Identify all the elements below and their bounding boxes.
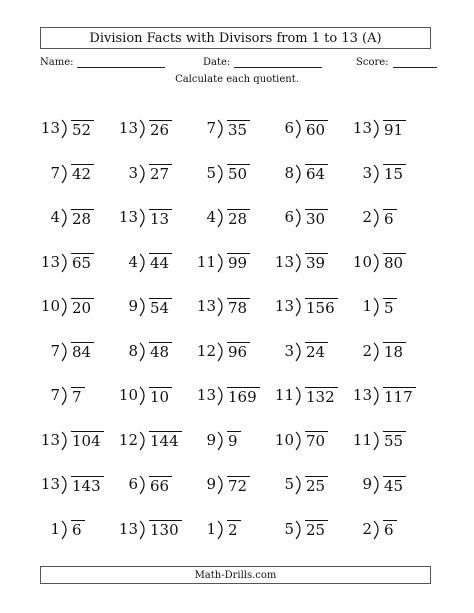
division-problem (190, 117, 250, 139)
division-bracket-icon (139, 207, 149, 227)
division-bracket-icon (373, 474, 383, 494)
division-problem (34, 295, 94, 317)
division-bracket-icon (139, 163, 149, 183)
division-problem (34, 206, 94, 228)
dividend: 80 (383, 253, 406, 272)
divisor: 9 (362, 475, 372, 493)
dividend: 72 (227, 476, 250, 495)
division-bracket-icon (295, 252, 305, 272)
division-problem (112, 518, 182, 540)
dividend: 132 (305, 387, 338, 406)
dividend: 54 (149, 298, 172, 317)
division-problem (346, 162, 406, 184)
divisor: 13 (40, 252, 60, 271)
divisor: 5 (284, 519, 294, 538)
dividend: 50 (227, 164, 250, 183)
divisor: 10 (274, 430, 294, 449)
division-bracket-icon (373, 341, 383, 361)
divisor: 13 (118, 119, 138, 137)
division-problem (112, 384, 172, 406)
dividend: 15 (383, 164, 406, 183)
instructions: Calculate each quotient. (175, 74, 299, 85)
score-label: Score: (356, 57, 389, 68)
division-problem (346, 473, 406, 495)
divisor: 13 (118, 208, 138, 226)
division-bracket-icon (373, 207, 383, 227)
dividend: 44 (149, 253, 172, 272)
division-bracket-icon (217, 118, 227, 138)
dividend: 42 (71, 164, 94, 183)
footer-box (40, 566, 431, 584)
divisor: 13 (40, 475, 60, 493)
divisor: 13 (196, 386, 216, 404)
division-bracket-icon (295, 118, 305, 138)
dividend: 66 (149, 476, 172, 495)
divisor: 11 (196, 252, 216, 271)
divisor: 2 (362, 519, 372, 538)
dividend: 28 (71, 209, 94, 228)
dividend: 144 (149, 431, 182, 450)
dividend: 20 (71, 298, 94, 317)
divisor: 6 (284, 208, 294, 226)
division-bracket-icon (373, 430, 383, 450)
dividend: 70 (305, 431, 328, 450)
division-problem (268, 295, 338, 317)
division-problem (268, 384, 338, 406)
division-problem (190, 384, 260, 406)
division-problem (34, 162, 94, 184)
divisor: 9 (206, 475, 216, 493)
division-bracket-icon (217, 430, 227, 450)
divisor: 4 (206, 208, 216, 226)
dividend: 60 (305, 120, 328, 139)
dividend: 25 (305, 520, 328, 539)
divisor: 8 (128, 341, 138, 360)
division-bracket-icon (139, 118, 149, 138)
division-bracket-icon (61, 163, 71, 183)
division-bracket-icon (139, 252, 149, 272)
divisor: 12 (118, 430, 138, 449)
division-problem (34, 473, 104, 495)
division-bracket-icon (139, 341, 149, 361)
dividend: 6 (71, 520, 85, 539)
division-problem (112, 295, 172, 317)
divisor: 13 (40, 430, 60, 449)
division-problem (346, 206, 397, 228)
division-problem (112, 251, 172, 273)
divisor: 8 (284, 163, 294, 182)
dividend: 2 (227, 520, 241, 539)
division-problem (190, 251, 250, 273)
divisor: 1 (50, 519, 60, 538)
division-bracket-icon (61, 296, 71, 316)
dividend: 28 (227, 209, 250, 228)
divisor: 3 (128, 163, 138, 182)
name-label: Name: (40, 57, 74, 68)
division-problem (190, 473, 250, 495)
division-bracket-icon (61, 385, 71, 405)
division-bracket-icon (61, 118, 71, 138)
dividend: 7 (71, 387, 85, 406)
divisor: 13 (274, 297, 294, 315)
divisor: 13 (352, 119, 372, 137)
dividend: 30 (305, 209, 328, 228)
division-problem (112, 117, 172, 139)
dividend: 24 (305, 342, 328, 361)
divisor: 2 (362, 341, 372, 360)
divisor: 9 (206, 430, 216, 449)
dividend: 169 (227, 387, 260, 406)
dividend: 52 (71, 120, 94, 139)
dividend: 55 (383, 431, 406, 450)
divisor: 6 (128, 475, 138, 493)
division-bracket-icon (295, 163, 305, 183)
division-problem (190, 206, 250, 228)
division-bracket-icon (295, 296, 305, 316)
divisor: 10 (40, 297, 60, 315)
division-problem (268, 206, 328, 228)
divisor: 7 (206, 119, 216, 137)
division-bracket-icon (139, 385, 149, 405)
division-problem (34, 251, 94, 273)
division-bracket-icon (61, 519, 71, 539)
divisor: 1 (206, 519, 216, 538)
dividend: 99 (227, 253, 250, 272)
division-bracket-icon (217, 341, 227, 361)
division-problem (268, 429, 328, 451)
division-problem (268, 117, 328, 139)
dividend: 45 (383, 476, 406, 495)
divisor: 13 (196, 297, 216, 315)
divisor: 5 (206, 163, 216, 182)
division-bracket-icon (61, 474, 71, 494)
division-bracket-icon (373, 385, 383, 405)
division-problem (112, 206, 172, 228)
division-bracket-icon (217, 474, 227, 494)
division-bracket-icon (373, 519, 383, 539)
division-bracket-icon (61, 430, 71, 450)
divisor: 3 (284, 341, 294, 360)
dividend: 117 (383, 387, 416, 406)
divisor: 1 (362, 297, 372, 315)
division-bracket-icon (373, 118, 383, 138)
divisor: 7 (50, 341, 60, 360)
division-problem (112, 340, 172, 362)
dividend: 96 (227, 342, 250, 361)
worksheet-title: Division Facts with Divisors from 1 to 13 (A) (89, 30, 382, 46)
division-problem (346, 518, 397, 540)
divisor: 3 (362, 163, 372, 182)
division-problem (190, 429, 241, 451)
division-problem (268, 162, 328, 184)
division-bracket-icon (373, 252, 383, 272)
footer-text: Math-Drills.com (194, 569, 277, 581)
division-problem (268, 251, 328, 273)
division-bracket-icon (217, 296, 227, 316)
division-problem (346, 251, 406, 273)
division-problem (112, 429, 182, 451)
division-bracket-icon (139, 430, 149, 450)
date-label: Date: (203, 57, 231, 68)
division-problem (190, 340, 250, 362)
dividend: 5 (383, 298, 397, 317)
division-bracket-icon (217, 207, 227, 227)
divisor: 2 (362, 208, 372, 226)
divisor: 10 (352, 252, 372, 271)
division-problem (346, 429, 406, 451)
dividend: 18 (383, 342, 406, 361)
division-problem (34, 429, 104, 451)
division-problem (190, 518, 241, 540)
division-problem (346, 117, 406, 139)
dividend: 91 (383, 120, 406, 139)
division-problem (112, 162, 172, 184)
division-bracket-icon (217, 252, 227, 272)
division-problem (190, 162, 250, 184)
divisor: 11 (352, 430, 372, 449)
dividend: 64 (305, 164, 328, 183)
dividend: 78 (227, 298, 250, 317)
dividend: 26 (149, 120, 172, 139)
divisor: 9 (128, 297, 138, 315)
dividend: 39 (305, 253, 328, 272)
division-problem (34, 518, 85, 540)
division-bracket-icon (217, 385, 227, 405)
dividend: 27 (149, 164, 172, 183)
division-bracket-icon (139, 296, 149, 316)
dividend: 6 (383, 209, 397, 228)
dividend: 143 (71, 476, 104, 495)
division-bracket-icon (61, 252, 71, 272)
divisor: 4 (50, 208, 60, 226)
dividend: 6 (383, 520, 397, 539)
division-bracket-icon (295, 385, 305, 405)
divisor: 5 (284, 475, 294, 493)
dividend: 9 (227, 431, 241, 450)
dividend: 35 (227, 120, 250, 139)
dividend: 156 (305, 298, 338, 317)
division-problem (34, 340, 94, 362)
divisor: 4 (128, 252, 138, 271)
dividend: 13 (149, 209, 172, 228)
division-bracket-icon (373, 296, 383, 316)
division-problem (190, 295, 250, 317)
division-problem (112, 473, 172, 495)
divisor: 13 (352, 386, 372, 404)
division-problem (346, 340, 406, 362)
divisor: 13 (40, 119, 60, 137)
dividend: 10 (149, 387, 172, 406)
division-bracket-icon (295, 341, 305, 361)
divisor: 13 (274, 252, 294, 271)
division-problem (268, 518, 328, 540)
division-bracket-icon (295, 474, 305, 494)
dividend: 25 (305, 476, 328, 495)
divisor: 12 (196, 341, 216, 360)
divisor: 11 (274, 386, 294, 404)
division-bracket-icon (373, 163, 383, 183)
division-bracket-icon (61, 207, 71, 227)
division-problem (34, 384, 85, 406)
divisor: 6 (284, 119, 294, 137)
division-bracket-icon (295, 519, 305, 539)
division-bracket-icon (217, 163, 227, 183)
division-bracket-icon (139, 519, 149, 539)
division-problem (268, 340, 328, 362)
divisor: 7 (50, 386, 60, 404)
division-problem (268, 473, 328, 495)
division-bracket-icon (295, 430, 305, 450)
division-problem (346, 295, 397, 317)
division-bracket-icon (217, 519, 227, 539)
dividend: 65 (71, 253, 94, 272)
divisor: 7 (50, 163, 60, 182)
division-bracket-icon (61, 341, 71, 361)
dividend: 48 (149, 342, 172, 361)
division-bracket-icon (295, 207, 305, 227)
divisor: 13 (118, 519, 138, 538)
dividend: 84 (71, 342, 94, 361)
dividend: 104 (71, 431, 104, 450)
division-problem (34, 117, 94, 139)
divisor: 10 (118, 386, 138, 404)
division-bracket-icon (139, 474, 149, 494)
dividend: 130 (149, 520, 182, 539)
division-problem (346, 384, 416, 406)
